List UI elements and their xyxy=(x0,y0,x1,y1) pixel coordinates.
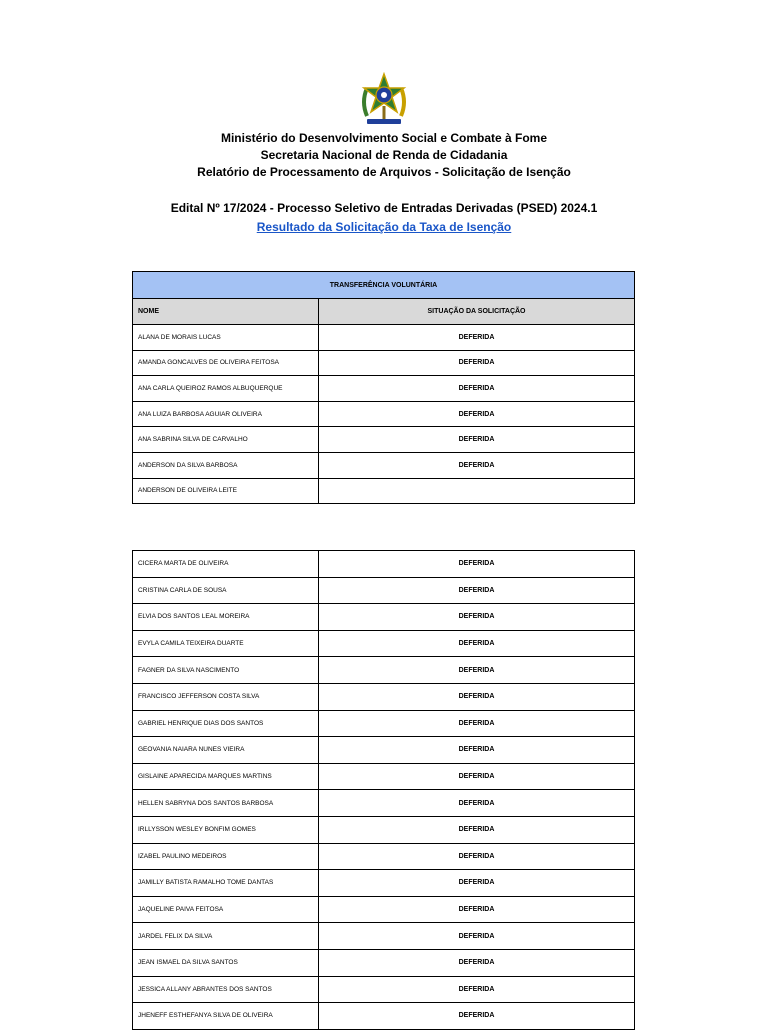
cell-name: JESSICA ALLANY ABRANTES DOS SANTOS xyxy=(133,976,319,1003)
cell-status: DEFERIDA xyxy=(319,976,635,1003)
cell-name: IRLLYSSON WESLEY BONFIM GOMES xyxy=(133,816,319,843)
cell-name: AMANDA GONCALVES DE OLIVEIRA FEITOSA xyxy=(133,350,319,376)
table-row xyxy=(133,710,635,737)
cell-status xyxy=(319,478,635,504)
cell-name: ANA LUIZA BARBOSA AGUIAR OLIVEIRA xyxy=(133,401,319,427)
cell-status: DEFERIDA xyxy=(319,843,635,870)
cell-status: DEFERIDA xyxy=(319,737,635,764)
table-title-row xyxy=(133,272,635,299)
resultado-link[interactable]: Resultado da Solicitação da Taxa de Isenção xyxy=(256,220,512,234)
cell-status: DEFERIDA xyxy=(319,657,635,684)
table-row xyxy=(133,657,635,684)
seal-ribbon xyxy=(367,119,401,124)
table-header-row xyxy=(133,299,635,325)
cell-status: DEFERIDA xyxy=(319,790,635,817)
cell-status: DEFERIDA xyxy=(319,551,635,578)
cell-status: DEFERIDA xyxy=(319,630,635,657)
table-row xyxy=(133,1003,635,1030)
brazil-coat-of-arms-icon xyxy=(359,72,409,128)
ministry-title: Ministério do Desenvolvimento Social e Combate à Fome xyxy=(220,131,548,145)
table-row xyxy=(133,683,635,710)
cell-name: ELVIA DOS SANTOS LEAL MOREIRA xyxy=(133,604,319,631)
cell-name: JEAN ISMAEL DA SILVA SANTOS xyxy=(133,949,319,976)
table-row xyxy=(133,604,635,631)
cell-name: FRANCISCO JEFFERSON COSTA SILVA xyxy=(133,683,319,710)
secretaria-title: Secretaria Nacional de Renda de Cidadania xyxy=(260,148,508,162)
table-row xyxy=(133,630,635,657)
cell-name: EVYLA CAMILA TEIXEIRA DUARTE xyxy=(133,630,319,657)
report-title: Relatório de Processamento de Arquivos - Solicitação de Isenção xyxy=(197,165,571,179)
cell-status: DEFERIDA xyxy=(319,350,635,376)
table-row xyxy=(133,763,635,790)
cell-status: DEFERIDA xyxy=(319,763,635,790)
column-header-name: NOME xyxy=(133,299,319,325)
cell-name: ALANA DE MORAIS LUCAS xyxy=(133,325,319,351)
cell-name: JHENEFF ESTHEFANYA SILVA DE OLIVEIRA xyxy=(133,1003,319,1030)
cell-status: DEFERIDA xyxy=(319,427,635,453)
cell-name: JAQUELINE PAIVA FEITOSA xyxy=(133,896,319,923)
cell-status: DEFERIDA xyxy=(319,710,635,737)
table-row xyxy=(133,577,635,604)
cell-status: DEFERIDA xyxy=(319,870,635,897)
cell-status: DEFERIDA xyxy=(319,816,635,843)
cell-status: DEFERIDA xyxy=(319,683,635,710)
table-row xyxy=(133,427,635,453)
cell-status: DEFERIDA xyxy=(319,923,635,950)
seal-center-dot xyxy=(381,92,387,98)
cell-status: DEFERIDA xyxy=(319,949,635,976)
cell-name: JAMILLY BATISTA RAMALHO TOME DANTAS xyxy=(133,870,319,897)
table-row xyxy=(133,843,635,870)
cell-name: IZABEL PAULINO MEDEIROS xyxy=(133,843,319,870)
cell-name: CICERA MARTA DE OLIVEIRA xyxy=(133,551,319,578)
table-row xyxy=(133,790,635,817)
table-row xyxy=(133,452,635,478)
cell-status: DEFERIDA xyxy=(319,896,635,923)
table-row xyxy=(133,949,635,976)
table-row xyxy=(133,976,635,1003)
table-row xyxy=(133,870,635,897)
edital-title: Edital Nº 17/2024 - Processo Seletivo de Entradas Derivadas (PSED) 2024.1 xyxy=(170,201,598,215)
cell-status: DEFERIDA xyxy=(319,604,635,631)
continuation-table xyxy=(132,550,635,1030)
cell-name: GISLAINE APARECIDA MARQUES MARTINS xyxy=(133,763,319,790)
cell-status: DEFERIDA xyxy=(319,452,635,478)
table-row xyxy=(133,325,635,351)
cell-status: DEFERIDA xyxy=(319,376,635,402)
table-row xyxy=(133,551,635,578)
table-row xyxy=(133,478,635,504)
cell-name: FAGNER DA SILVA NASCIMENTO xyxy=(133,657,319,684)
table-body xyxy=(133,325,635,504)
table-row xyxy=(133,376,635,402)
cell-name: ANA SABRINA SILVA DE CARVALHO xyxy=(133,427,319,453)
transfer-table xyxy=(132,271,635,504)
resultado-line xyxy=(0,219,768,235)
cell-name: ANA CARLA QUEIROZ RAMOS ALBUQUERQUE xyxy=(133,376,319,402)
table-row xyxy=(133,923,635,950)
cell-name: GEOVANIA NAIARA NUNES VIEIRA xyxy=(133,737,319,764)
cell-status: DEFERIDA xyxy=(319,325,635,351)
table-title: TRANSFERÊNCIA VOLUNTÁRIA xyxy=(133,272,635,299)
cell-name: ANDERSON DA SILVA BARBOSA xyxy=(133,452,319,478)
table-body xyxy=(133,551,635,1030)
cell-name: GABRIEL HENRIQUE DIAS DOS SANTOS xyxy=(133,710,319,737)
cell-status: DEFERIDA xyxy=(319,401,635,427)
cell-name: CRISTINA CARLA DE SOUSA xyxy=(133,577,319,604)
table-row xyxy=(133,896,635,923)
table-row xyxy=(133,350,635,376)
cell-name: JARDEL FELIX DA SILVA xyxy=(133,923,319,950)
cell-name: HELLEN SABRYNA DOS SANTOS BARBOSA xyxy=(133,790,319,817)
cell-status: DEFERIDA xyxy=(319,1003,635,1030)
cell-name: ANDERSON DE OLIVEIRA LEITE xyxy=(133,478,319,504)
table-row xyxy=(133,401,635,427)
column-header-status: SITUAÇÃO DA SOLICITAÇÃO xyxy=(319,299,635,325)
table-row xyxy=(133,816,635,843)
table-row xyxy=(133,737,635,764)
cell-status: DEFERIDA xyxy=(319,577,635,604)
